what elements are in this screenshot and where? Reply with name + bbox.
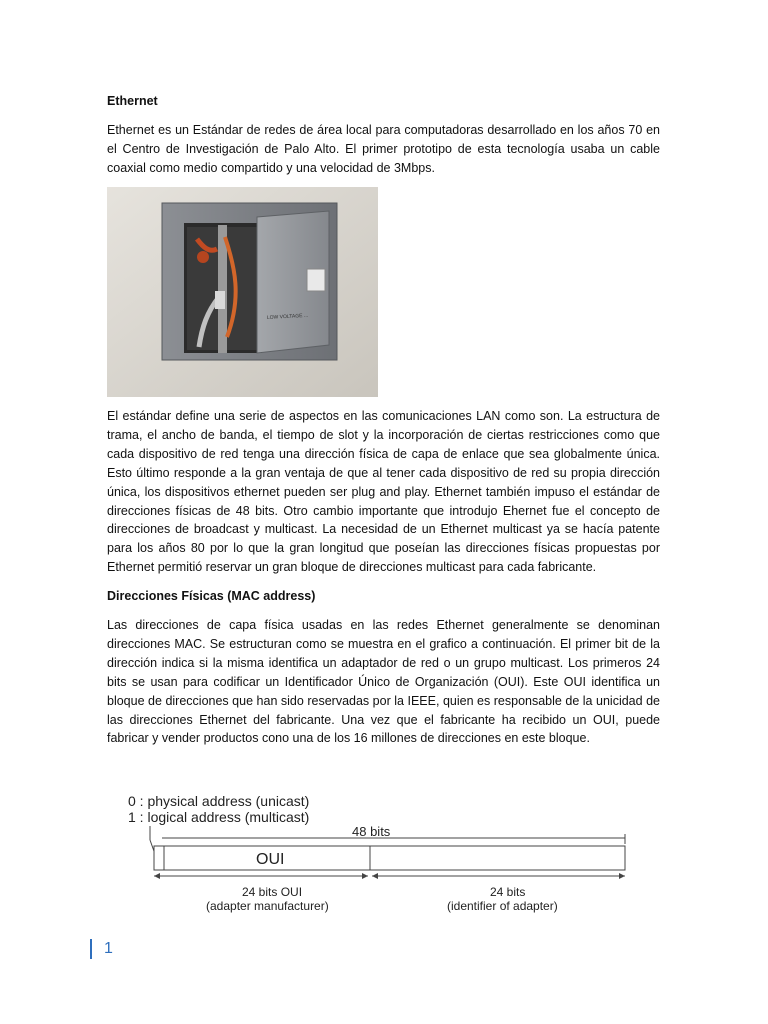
paragraph-intro: Ethernet es un Estándar de redes de área local para computadoras desarrollado en los años 70 en el Centro de Investigación de Palo Alto. El primer prototipo de esta tecnología usaba un cable coaxial como medio compartido y una velocidad de 3Mbps. bbox=[107, 123, 660, 175]
left-label-1: 24 bits OUI bbox=[242, 885, 303, 899]
oui-label: OUI bbox=[256, 851, 285, 868]
section-title-ethernet: Ethernet bbox=[107, 94, 158, 108]
mac-address-diagram bbox=[120, 788, 640, 923]
door-label: LOW VOLTAGE ... bbox=[266, 312, 309, 321]
bit0-label: 0 : physical address (unicast) bbox=[128, 793, 310, 809]
right-label-1: 24 bits bbox=[490, 885, 526, 899]
right-label-2: (identifier of adapter) bbox=[447, 899, 558, 913]
section-title-mac: Direcciones Físicas (MAC address) bbox=[107, 589, 316, 603]
paragraph-standard: El estándar define una serie de aspectos en las comunicaciones LAN como son. La estructura de trama, el ancho de banda, el tiempo de slot y la incorporación de ciertas restricciones como que cada dispositivo de red tenga una dirección física de capa de enlace que sea globalmente única. Esto último responde a la gran ventaja de que al tener cada dispositivo de red su propia dirección única, los dispositivos ethernet pueden ser plug and play. Ethernet también impuso el estándar de direcciones físicas de 48 bits. Otro cambio importante que introdujo Ehernet fue el concepto de direcciones de broadcast y multicast. La necesidad de un Ethernet multicast ya se hacía patente para los años 80 por lo que la gran longitud que poseían las direcciones físicas propuestas por Ethernet permitió reservar un gran bloque de direcciones multicast para cada fabricante. bbox=[107, 409, 660, 575]
network-cabinet-photo bbox=[107, 187, 378, 397]
paragraph-mac: Las direcciones de capa física usadas en las redes Ethernet generalmente se denominan direcciones MAC. Se estructuran como se muestra en el grafico a continuación. El primer bit de la dirección indica si la misma identifica un adaptador de red o un grupo multicast. Los primeros 24 bits se usan para codificar un Identificador Único de Organización (OUI). Este OUI identifica un bloque de direcciones que han sido reservadas por la IEEE, quien es responsable de la unicidad de las direcciones Ethernet del fabricante. Una vez que el fabricante ha recibido un OUI, puede fabricar y vender productos cono una de los 16 millones de direcciones en este bloque. bbox=[107, 618, 660, 746]
total-bits-label: 48 bits bbox=[352, 824, 391, 839]
footer-divider bbox=[90, 939, 92, 959]
bit1-label: 1 : logical address (multicast) bbox=[128, 809, 310, 825]
left-label-2: (adapter manufacturer) bbox=[206, 899, 329, 913]
page-number: 1 bbox=[104, 940, 113, 957]
page-footer bbox=[90, 938, 113, 960]
